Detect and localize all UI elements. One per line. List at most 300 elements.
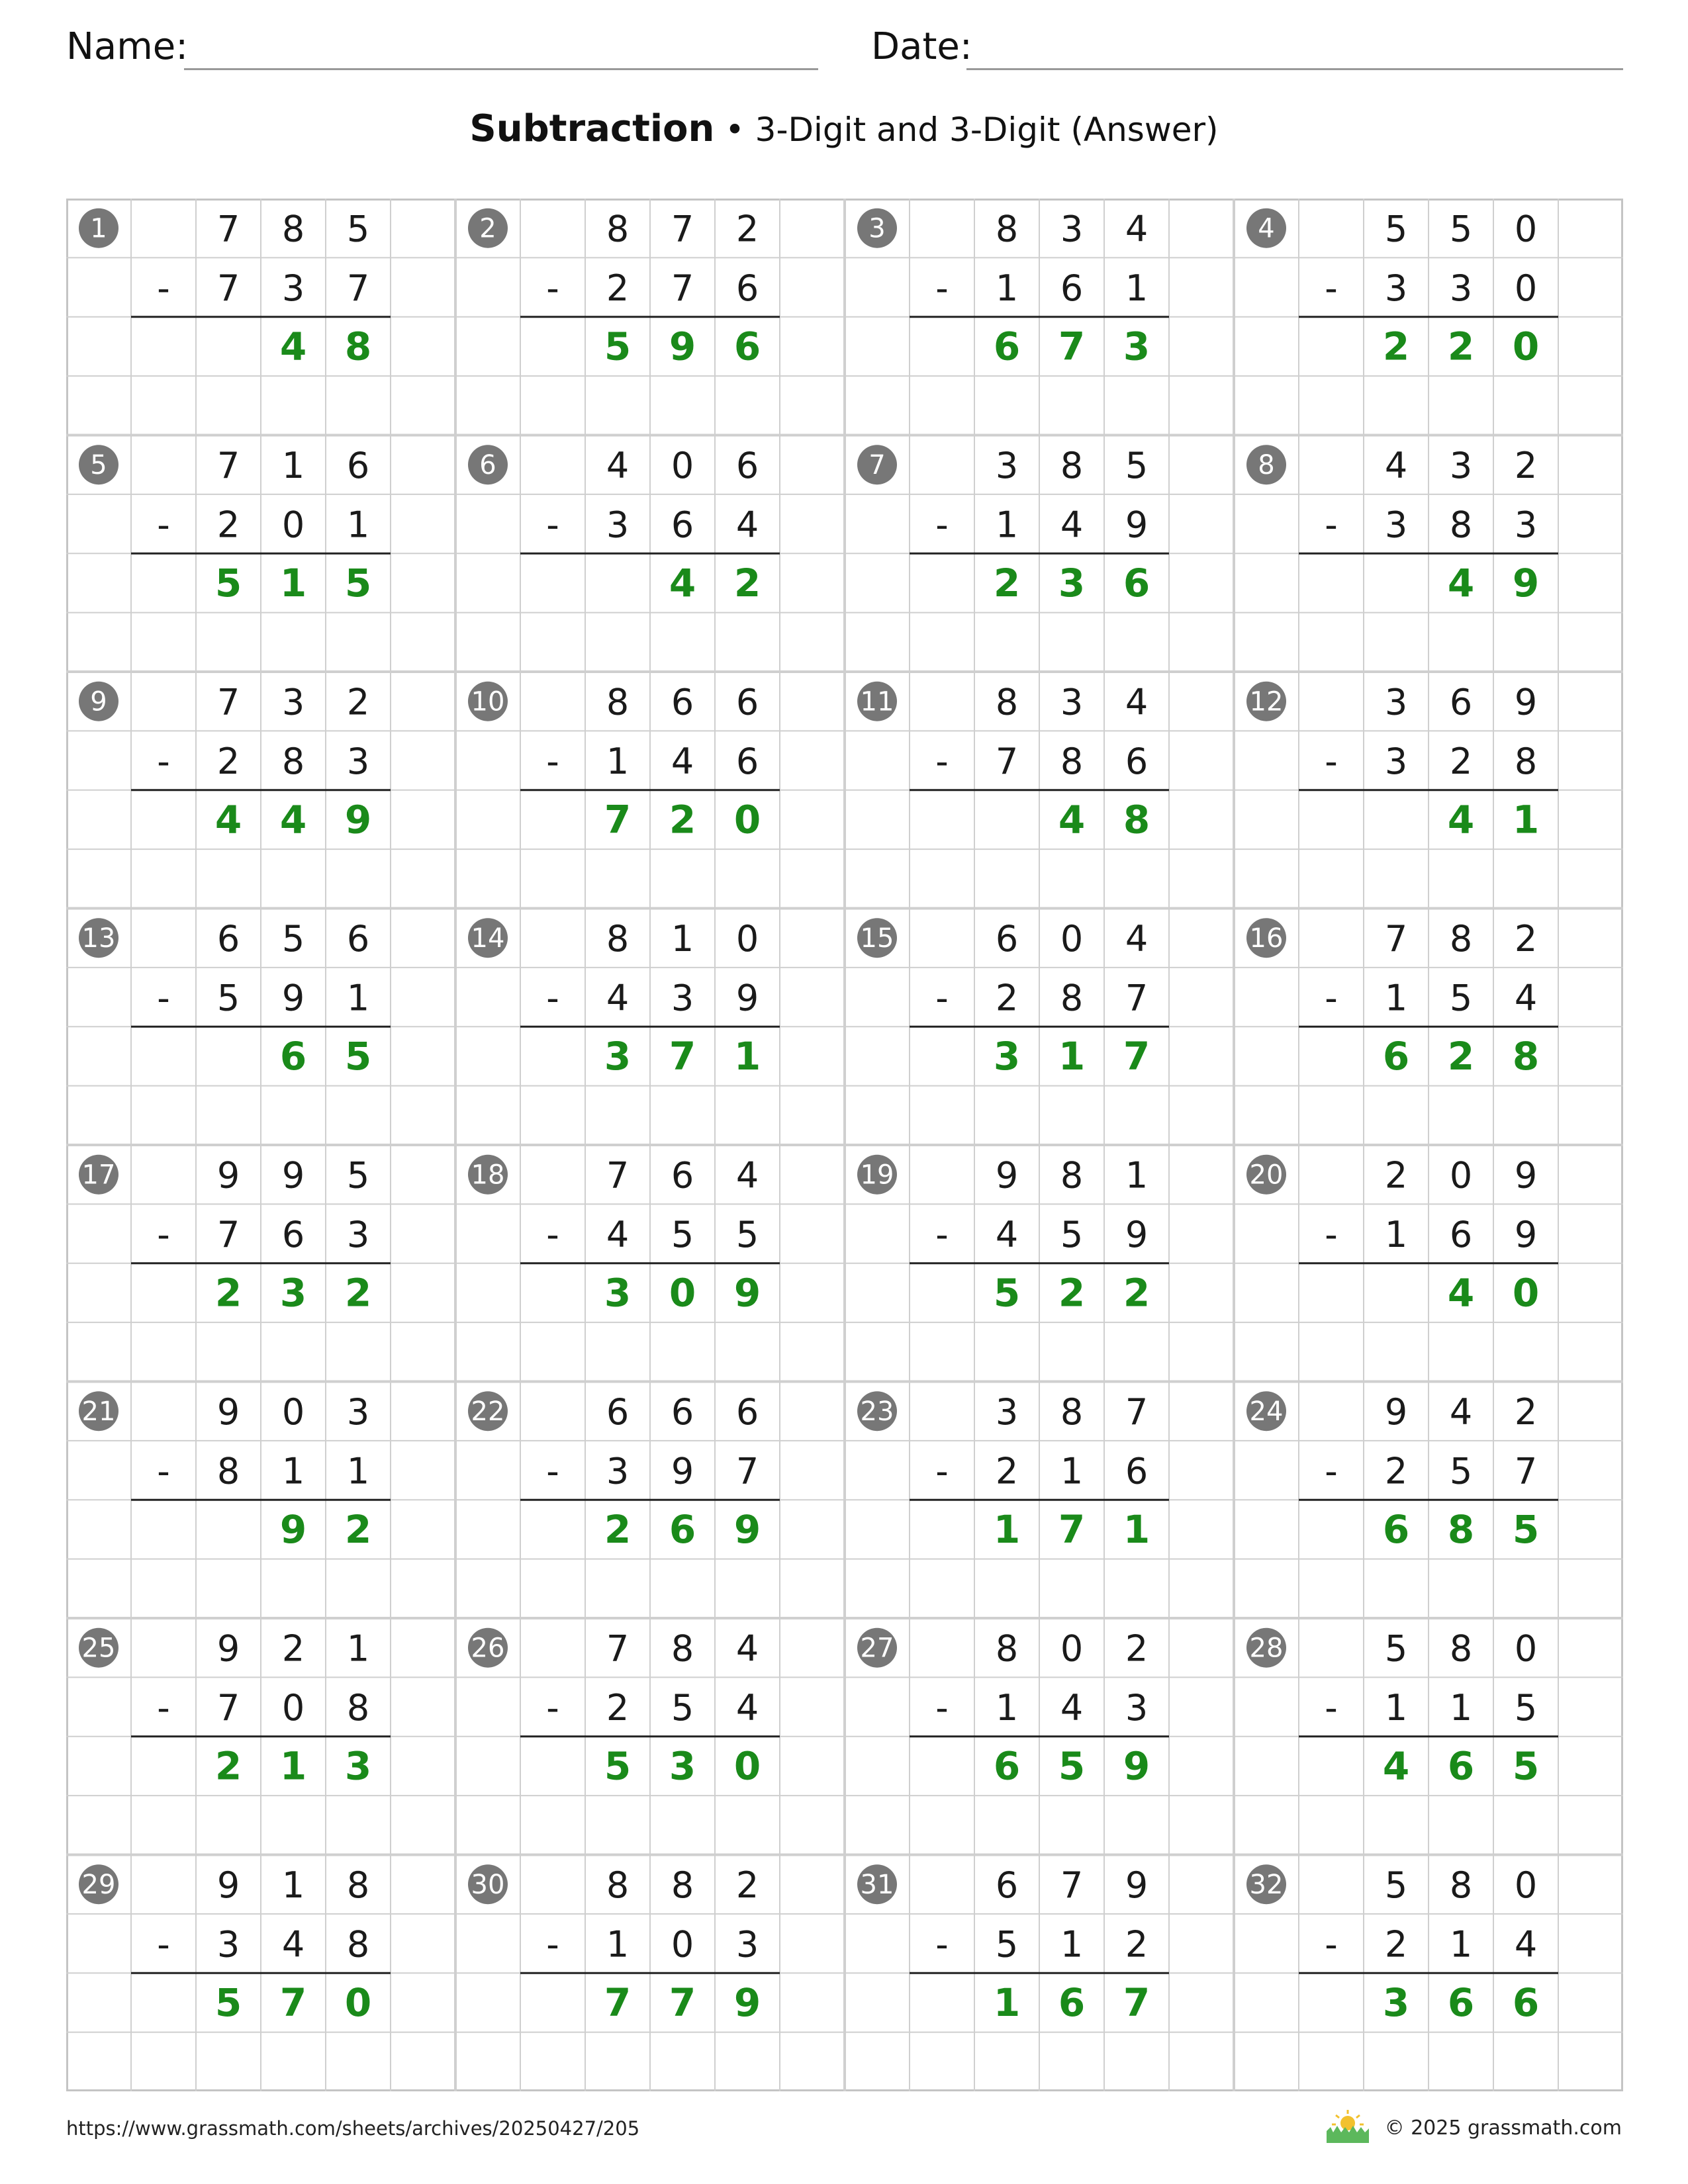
subtrahend-digit: 6 <box>671 504 694 546</box>
answer-digit: 7 <box>669 1979 696 2025</box>
minuend-digit: 6 <box>671 1154 694 1197</box>
subtrahend-digit: 4 <box>606 1214 630 1256</box>
subtrahend-digit: 9 <box>671 1450 694 1492</box>
answer-digit: 7 <box>279 1979 307 2025</box>
subtrahend-digit: 2 <box>995 1450 1019 1492</box>
subtrahend-digit: 9 <box>1125 504 1149 546</box>
subtrahend-digit: 8 <box>1449 504 1473 546</box>
problem-number: 1 <box>90 213 107 244</box>
subtrahend-digit: 3 <box>1514 504 1538 546</box>
minuend-digit: 2 <box>735 208 759 250</box>
answer-digit: 4 <box>214 797 242 842</box>
subtrahend-digit: 1 <box>995 1687 1019 1729</box>
minus-sign: - <box>546 1687 559 1729</box>
subtrahend-digit: 1 <box>1384 977 1408 1019</box>
subtrahend-digit: 1 <box>346 977 370 1019</box>
problem-number: 11 <box>860 686 894 717</box>
subtrahend-digit: 6 <box>735 267 759 310</box>
subtrahend-digit: 9 <box>1514 1214 1538 1256</box>
problem-number: 15 <box>860 923 894 954</box>
subtrahend-digit: 5 <box>1449 1450 1473 1492</box>
minus-sign: - <box>1325 977 1338 1019</box>
answer-digit: 5 <box>214 1979 242 2025</box>
minuend-digit: 3 <box>995 1391 1019 1433</box>
subtrahend-digit: 2 <box>216 741 240 783</box>
minuend-digit: 0 <box>1449 1154 1473 1197</box>
answer-digit: 1 <box>279 560 307 606</box>
answer-digit: 6 <box>279 1033 307 1079</box>
minuend-digit: 7 <box>1125 1391 1149 1433</box>
answer-digit: 4 <box>1382 1743 1410 1789</box>
subtrahend-digit: 0 <box>1514 267 1538 310</box>
subtrahend-digit: 7 <box>995 741 1019 783</box>
minus-sign: - <box>935 741 949 783</box>
minuend-digit: 7 <box>216 445 240 487</box>
answer-digit: 1 <box>733 1033 761 1079</box>
subtrahend-digit: 5 <box>216 977 240 1019</box>
minuend-digit: 9 <box>216 1391 240 1433</box>
minus-sign: - <box>157 1450 170 1492</box>
minuend-digit: 8 <box>346 1864 370 1907</box>
answer-digit: 7 <box>669 1033 696 1079</box>
answer-digit: 2 <box>1447 1033 1475 1079</box>
answer-digit: 0 <box>344 1979 372 2025</box>
minuend-digit: 0 <box>1060 1627 1084 1670</box>
minuend-digit: 4 <box>1125 918 1149 960</box>
answer-digit: 3 <box>344 1743 372 1789</box>
problem-number: 24 <box>1249 1396 1284 1428</box>
subtrahend-digit: 1 <box>606 741 630 783</box>
minuend-digit: 5 <box>1384 1627 1408 1670</box>
minuend-digit: 9 <box>1514 1154 1538 1197</box>
title-subtitle: • 3-Digit and 3-Digit (Answer) <box>714 111 1219 149</box>
subtrahend-digit: 3 <box>606 1450 630 1492</box>
minuend-digit: 6 <box>606 1391 630 1433</box>
minuend-digit: 0 <box>671 445 694 487</box>
answer-digit: 1 <box>1058 1033 1086 1079</box>
minuend-digit: 0 <box>735 918 759 960</box>
answer-digit: 2 <box>214 1743 242 1789</box>
minuend-digit: 8 <box>671 1627 694 1670</box>
problem-number: 16 <box>1249 923 1284 954</box>
minuend-digit: 2 <box>1384 1154 1408 1197</box>
problem-number: 32 <box>1249 1870 1284 1901</box>
subtrahend-digit: 6 <box>1060 267 1084 310</box>
minus-sign: - <box>1325 1450 1338 1492</box>
minus-sign: - <box>157 1687 170 1729</box>
minuend-digit: 6 <box>735 681 759 723</box>
minuend-digit: 6 <box>346 445 370 487</box>
minuend-digit: 2 <box>735 1864 759 1907</box>
problem-number: 12 <box>1249 686 1284 717</box>
minus-sign: - <box>157 504 170 546</box>
answer-digit: 2 <box>344 1506 372 1552</box>
problem-number: 20 <box>1249 1160 1284 1191</box>
subtrahend-digit: 3 <box>671 977 694 1019</box>
subtrahend-digit: 1 <box>995 267 1019 310</box>
answer-digit: 1 <box>993 1979 1021 2025</box>
answer-digit: 9 <box>1123 1743 1150 1789</box>
subtrahend-digit: 2 <box>606 267 630 310</box>
minuend-digit: 6 <box>671 1391 694 1433</box>
minuend-digit: 9 <box>281 1154 305 1197</box>
answer-digit: 6 <box>1382 1506 1410 1552</box>
minuend-digit: 8 <box>1449 1864 1473 1907</box>
answer-digit: 2 <box>1382 324 1410 369</box>
title-main: Subtraction <box>469 107 715 150</box>
minuend-digit: 8 <box>995 681 1019 723</box>
subtrahend-digit: 8 <box>216 1450 240 1492</box>
answer-digit: 0 <box>733 797 761 842</box>
subtrahend-digit: 1 <box>1125 267 1149 310</box>
minuend-digit: 1 <box>346 1627 370 1670</box>
minuend-digit: 0 <box>1514 1864 1538 1907</box>
answer-digit: 5 <box>1512 1506 1540 1552</box>
minuend-digit: 8 <box>606 208 630 250</box>
minus-sign: - <box>546 504 559 546</box>
minuend-digit: 5 <box>346 208 370 250</box>
minuend-digit: 6 <box>995 1864 1019 1907</box>
name-write-line[interactable] <box>184 68 818 70</box>
subtrahend-digit: 7 <box>216 1687 240 1729</box>
minuend-digit: 6 <box>671 681 694 723</box>
minuend-digit: 7 <box>606 1154 630 1197</box>
answer-digit: 3 <box>604 1033 632 1079</box>
minuend-digit: 6 <box>216 918 240 960</box>
minuend-digit: 3 <box>995 445 1019 487</box>
minus-sign: - <box>1325 1214 1338 1256</box>
answer-digit: 3 <box>1382 1979 1410 2025</box>
minuend-digit: 5 <box>1384 208 1408 250</box>
subtrahend-digit: 5 <box>1449 977 1473 1019</box>
minuend-digit: 4 <box>1449 1391 1473 1433</box>
subtrahend-digit: 3 <box>606 504 630 546</box>
answer-digit: 2 <box>344 1270 372 1316</box>
answer-digit: 6 <box>1447 1979 1475 2025</box>
minuend-digit: 4 <box>606 445 630 487</box>
minus-sign: - <box>157 1923 170 1966</box>
subtrahend-digit: 7 <box>216 267 240 310</box>
minuend-digit: 8 <box>281 208 305 250</box>
subtrahend-digit: 7 <box>671 267 694 310</box>
answer-digit: 2 <box>214 1270 242 1316</box>
answer-digit: 6 <box>1447 1743 1475 1789</box>
minuend-digit: 8 <box>995 1627 1019 1670</box>
problem-number: 2 <box>479 213 496 244</box>
subtrahend-digit: 3 <box>281 267 305 310</box>
subtrahend-digit: 1 <box>1449 1687 1473 1729</box>
answer-digit: 8 <box>1123 797 1150 842</box>
answer-digit: 5 <box>1058 1743 1086 1789</box>
answer-digit: 3 <box>279 1270 307 1316</box>
subtrahend-digit: 1 <box>281 1450 305 1492</box>
subtrahend-digit: 4 <box>735 1687 759 1729</box>
subtrahend-digit: 3 <box>1125 1687 1149 1729</box>
subtrahend-digit: 3 <box>346 741 370 783</box>
subtrahend-digit: 8 <box>281 741 305 783</box>
problem-number: 10 <box>471 686 505 717</box>
answer-digit: 4 <box>1447 1270 1475 1316</box>
problem-number: 30 <box>471 1870 505 1901</box>
answer-digit: 7 <box>604 1979 632 2025</box>
minuend-digit: 3 <box>1449 445 1473 487</box>
minuend-digit: 7 <box>216 681 240 723</box>
minuend-digit: 4 <box>1384 445 1408 487</box>
answer-digit: 6 <box>993 324 1021 369</box>
minuend-digit: 9 <box>1125 1864 1149 1907</box>
answer-digit: 3 <box>1058 560 1086 606</box>
answer-digit: 6 <box>1512 1979 1540 2025</box>
minuend-digit: 6 <box>735 1391 759 1433</box>
minuend-digit: 2 <box>346 681 370 723</box>
subtrahend-digit: 2 <box>606 1687 630 1729</box>
answer-digit: 0 <box>669 1270 696 1316</box>
answer-digit: 2 <box>1123 1270 1150 1316</box>
problem-number: 3 <box>868 213 886 244</box>
minuend-digit: 4 <box>1125 208 1149 250</box>
answer-digit: 3 <box>669 1743 696 1789</box>
answer-digit: 9 <box>733 1506 761 1552</box>
subtrahend-digit: 3 <box>1384 267 1408 310</box>
minuend-digit: 2 <box>1125 1627 1149 1670</box>
subtrahend-digit: 1 <box>1060 1923 1084 1966</box>
subtrahend-digit: 3 <box>735 1923 759 1966</box>
problem-grid <box>66 199 1623 2091</box>
answer-digit: 6 <box>993 1743 1021 1789</box>
answer-digit: 8 <box>1447 1506 1475 1552</box>
subtrahend-digit: 1 <box>1449 1923 1473 1966</box>
subtrahend-digit: 2 <box>1125 1923 1149 1966</box>
minuend-digit: 8 <box>995 208 1019 250</box>
answer-digit: 5 <box>344 560 372 606</box>
answer-digit: 6 <box>1058 1979 1086 2025</box>
answer-digit: 1 <box>1123 1506 1150 1552</box>
date-label: Date: <box>871 25 972 68</box>
answer-digit: 4 <box>1447 797 1475 842</box>
answer-digit: 7 <box>1058 1506 1086 1552</box>
minuend-digit: 9 <box>1384 1391 1408 1433</box>
problem-number: 5 <box>90 450 107 481</box>
subtrahend-digit: 5 <box>735 1214 759 1256</box>
subtrahend-digit: 7 <box>1125 977 1149 1019</box>
answer-digit: 2 <box>993 560 1021 606</box>
answer-digit: 9 <box>669 324 696 369</box>
answer-digit: 9 <box>733 1270 761 1316</box>
minuend-digit: 9 <box>216 1864 240 1907</box>
minuend-digit: 2 <box>1514 445 1538 487</box>
subtrahend-digit: 5 <box>671 1214 694 1256</box>
minus-sign: - <box>935 1450 949 1492</box>
subtrahend-digit: 3 <box>1449 267 1473 310</box>
minuend-digit: 8 <box>1449 1627 1473 1670</box>
subtrahend-digit: 1 <box>1384 1214 1408 1256</box>
answer-digit: 4 <box>279 324 307 369</box>
problem-number: 31 <box>860 1870 894 1901</box>
minuend-digit: 8 <box>606 1864 630 1907</box>
subtrahend-digit: 1 <box>346 504 370 546</box>
minuend-digit: 2 <box>1514 918 1538 960</box>
problem-number: 28 <box>1249 1633 1284 1664</box>
answer-digit: 5 <box>214 560 242 606</box>
problem-number: 25 <box>81 1633 116 1664</box>
minuend-digit: 5 <box>1125 445 1149 487</box>
answer-digit: 5 <box>993 1270 1021 1316</box>
minuend-digit: 6 <box>1449 681 1473 723</box>
answer-digit: 5 <box>604 1743 632 1789</box>
answer-digit: 8 <box>1512 1033 1540 1079</box>
minuend-digit: 5 <box>281 918 305 960</box>
answer-digit: 8 <box>344 324 372 369</box>
problem-number: 26 <box>471 1633 505 1664</box>
problem-number: 29 <box>81 1870 116 1901</box>
answer-digit: 5 <box>604 324 632 369</box>
minus-sign: - <box>935 1687 949 1729</box>
minus-sign: - <box>157 741 170 783</box>
answer-digit: 3 <box>604 1270 632 1316</box>
answer-digit: 0 <box>733 1743 761 1789</box>
subtrahend-digit: 9 <box>735 977 759 1019</box>
subtrahend-digit: 3 <box>346 1214 370 1256</box>
minus-sign: - <box>935 504 949 546</box>
minus-sign: - <box>1325 741 1338 783</box>
answer-digit: 6 <box>1123 560 1150 606</box>
minus-sign: - <box>546 1450 559 1492</box>
answer-digit: 6 <box>733 324 761 369</box>
minuend-digit: 7 <box>606 1627 630 1670</box>
subtrahend-digit: 3 <box>1384 741 1408 783</box>
subtrahend-digit: 8 <box>346 1923 370 1966</box>
answer-digit: 5 <box>344 1033 372 1079</box>
answer-digit: 4 <box>279 797 307 842</box>
problem-number: 9 <box>90 686 107 717</box>
minus-sign: - <box>935 977 949 1019</box>
problem-number: 19 <box>860 1160 894 1191</box>
subtrahend-digit: 6 <box>281 1214 305 1256</box>
answer-digit: 3 <box>993 1033 1021 1079</box>
subtrahend-digit: 6 <box>735 741 759 783</box>
answer-digit: 4 <box>1058 797 1086 842</box>
subtrahend-digit: 1 <box>995 504 1019 546</box>
subtrahend-digit: 1 <box>606 1923 630 1966</box>
answer-digit: 1 <box>279 1743 307 1789</box>
minuend-digit: 6 <box>735 445 759 487</box>
minus-sign: - <box>1325 267 1338 310</box>
minus-sign: - <box>935 1923 949 1966</box>
answer-digit: 7 <box>604 797 632 842</box>
subtrahend-digit: 5 <box>995 1923 1019 1966</box>
subtrahend-digit: 1 <box>346 1450 370 1492</box>
answer-digit: 1 <box>1512 797 1540 842</box>
subtrahend-digit: 1 <box>1060 1450 1084 1492</box>
minuend-digit: 0 <box>1514 208 1538 250</box>
minuend-digit: 3 <box>1384 681 1408 723</box>
answer-digit: 9 <box>1512 560 1540 606</box>
subtrahend-digit: 5 <box>1514 1687 1538 1729</box>
name-label: Name: <box>66 25 189 68</box>
subtrahend-digit: 4 <box>1514 977 1538 1019</box>
subtrahend-digit: 2 <box>995 977 1019 1019</box>
minus-sign: - <box>157 1214 170 1256</box>
answer-digit: 2 <box>669 797 696 842</box>
subtrahend-digit: 2 <box>1384 1923 1408 1966</box>
problem-number: 22 <box>471 1396 505 1428</box>
minuend-digit: 9 <box>216 1154 240 1197</box>
answer-digit: 6 <box>669 1506 696 1552</box>
subtrahend-digit: 7 <box>735 1450 759 1492</box>
minuend-digit: 9 <box>1514 681 1538 723</box>
subtrahend-digit: 1 <box>1384 1687 1408 1729</box>
problem-number: 4 <box>1258 213 1275 244</box>
date-write-line[interactable] <box>966 68 1623 70</box>
minus-sign: - <box>1325 504 1338 546</box>
minuend-digit: 8 <box>671 1864 694 1907</box>
answer-digit: 2 <box>1058 1270 1086 1316</box>
answer-digit: 2 <box>733 560 761 606</box>
answer-digit: 5 <box>1512 1743 1540 1789</box>
answer-digit: 7 <box>1058 324 1086 369</box>
problem-number: 13 <box>81 923 116 954</box>
minuend-digit: 9 <box>216 1627 240 1670</box>
subtrahend-digit: 0 <box>281 1687 305 1729</box>
grass-sun-logo-icon <box>1327 2109 1369 2143</box>
problem-number: 23 <box>860 1396 894 1428</box>
minuend-digit: 5 <box>1449 208 1473 250</box>
problem-number: 14 <box>471 923 505 954</box>
answer-digit: 4 <box>1447 560 1475 606</box>
subtrahend-digit: 3 <box>1384 504 1408 546</box>
subtrahend-digit: 0 <box>281 504 305 546</box>
minuend-digit: 4 <box>735 1627 759 1670</box>
subtrahend-digit: 2 <box>1449 741 1473 783</box>
problem-number: 27 <box>860 1633 894 1664</box>
answer-digit: 6 <box>1382 1033 1410 1079</box>
subtrahend-digit: 2 <box>216 504 240 546</box>
minuend-digit: 1 <box>1125 1154 1149 1197</box>
minuend-digit: 5 <box>1384 1864 1408 1907</box>
minuend-digit: 1 <box>671 918 694 960</box>
minuend-digit: 1 <box>281 445 305 487</box>
minuend-digit: 8 <box>1060 1154 1084 1197</box>
subtrahend-digit: 0 <box>671 1923 694 1966</box>
minuend-digit: 2 <box>281 1627 305 1670</box>
answer-digit: 3 <box>1123 324 1150 369</box>
minuend-digit: 3 <box>346 1391 370 1433</box>
subtrahend-digit: 5 <box>671 1687 694 1729</box>
footer-url: https://www.grassmath.com/sheets/archives/20250427/205 <box>66 2117 640 2140</box>
minuend-digit: 3 <box>281 681 305 723</box>
subtrahend-digit: 5 <box>1060 1214 1084 1256</box>
minuend-digit: 0 <box>1514 1627 1538 1670</box>
minuend-digit: 4 <box>735 1154 759 1197</box>
minuend-digit: 8 <box>1449 918 1473 960</box>
subtrahend-digit: 4 <box>1514 1923 1538 1966</box>
subtrahend-digit: 7 <box>216 1214 240 1256</box>
subtrahend-digit: 9 <box>281 977 305 1019</box>
subtrahend-digit: 4 <box>606 977 630 1019</box>
answer-digit: 2 <box>604 1506 632 1552</box>
minuend-digit: 0 <box>1060 918 1084 960</box>
subtrahend-digit: 9 <box>1125 1214 1149 1256</box>
subtrahend-digit: 2 <box>1384 1450 1408 1492</box>
minus-sign: - <box>1325 1687 1338 1729</box>
minus-sign: - <box>546 1214 559 1256</box>
subtrahend-digit: 8 <box>1514 741 1538 783</box>
answer-digit: 1 <box>993 1506 1021 1552</box>
subtrahend-digit: 4 <box>735 504 759 546</box>
subtrahend-digit: 8 <box>346 1687 370 1729</box>
subtrahend-digit: 4 <box>281 1923 305 1966</box>
subtrahend-digit: 4 <box>1060 1687 1084 1729</box>
